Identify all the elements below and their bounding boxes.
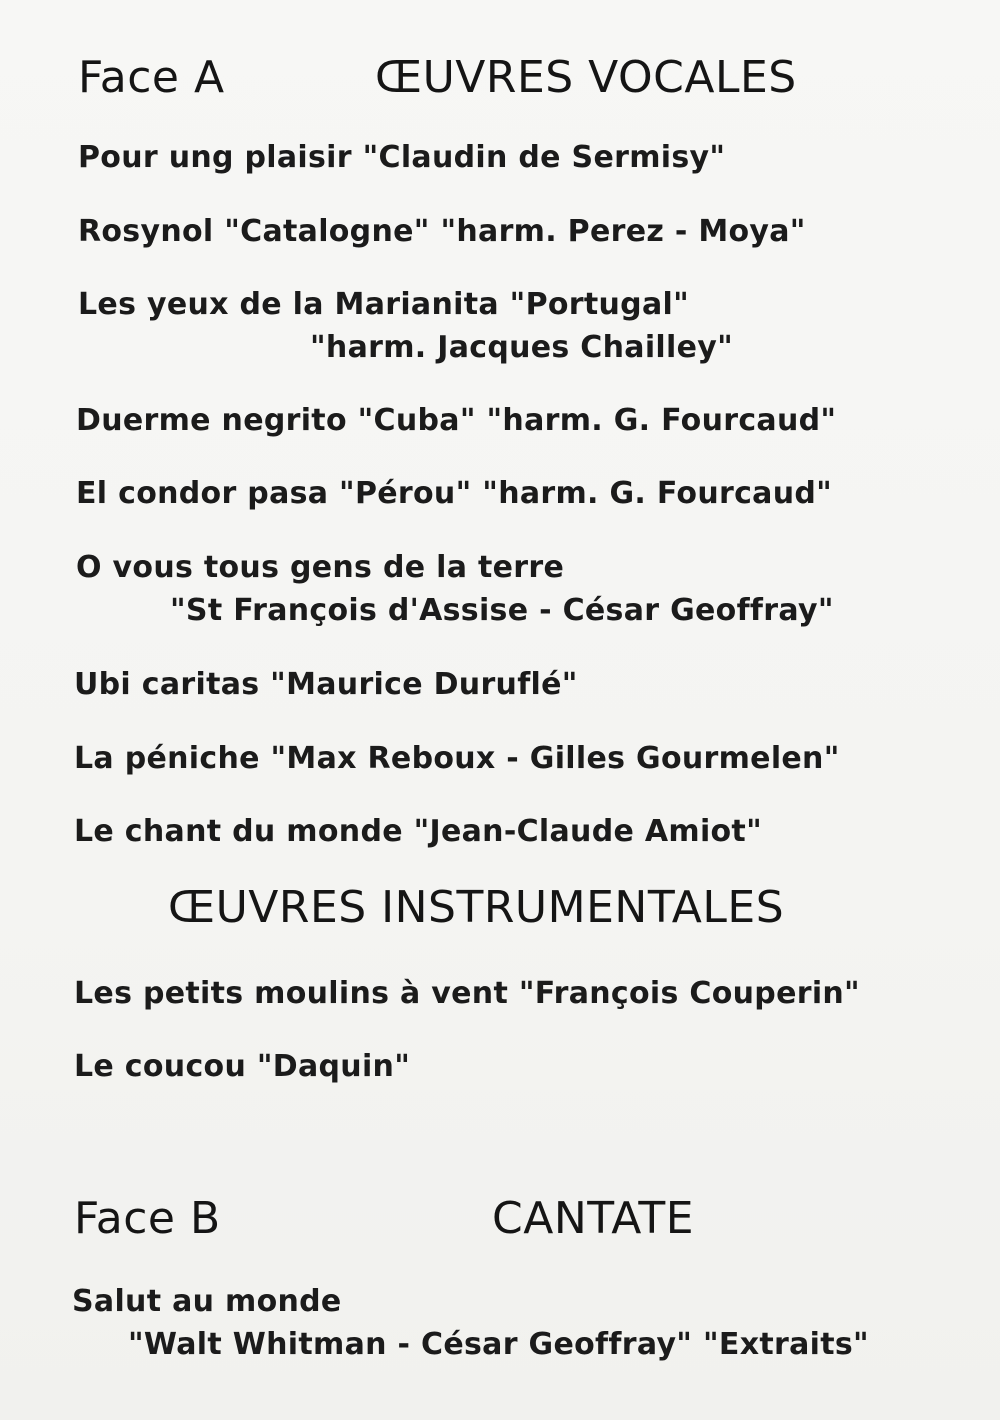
track-line: Le coucou "Daquin" [74, 1049, 411, 1084]
track-line: Le chant du monde "Jean-Claude Amiot" [74, 814, 763, 849]
track-line-continued: "Walt Whitman - César Geoffray" "Extraits" [128, 1327, 869, 1362]
track-line: Les petits moulins à vent "François Couperin" [74, 976, 860, 1011]
track-line: Duerme negrito "Cuba" "harm. G. Fourcaud" [76, 403, 837, 438]
instrumental-title: ŒUVRES INSTRUMENTALES [168, 882, 785, 933]
face-b-title: CANTATE [492, 1193, 695, 1244]
track-line: Ubi caritas "Maurice Duruflé" [74, 667, 578, 702]
track-line: Rosynol "Catalogne" "harm. Perez - Moya" [78, 214, 806, 249]
track-line: O vous tous gens de la terre [76, 550, 565, 585]
face-a-label: Face A [78, 52, 225, 103]
track-line: La péniche "Max Reboux - Gilles Gourmelen" [74, 741, 840, 776]
track-line-continued: "St François d'Assise - César Geoffray" [170, 593, 834, 628]
track-line: Les yeux de la Marianita "Portugal" [78, 287, 689, 322]
track-line: El condor pasa "Pérou" "harm. G. Fourcaud" [76, 476, 833, 511]
face-a-title: ŒUVRES VOCALES [375, 52, 797, 103]
face-b-label: Face B [74, 1193, 221, 1244]
track-line: Pour ung plaisir "Claudin de Sermisy" [78, 140, 726, 175]
track-line: Salut au monde [72, 1284, 342, 1319]
track-line-continued: "harm. Jacques Chailley" [310, 330, 733, 365]
